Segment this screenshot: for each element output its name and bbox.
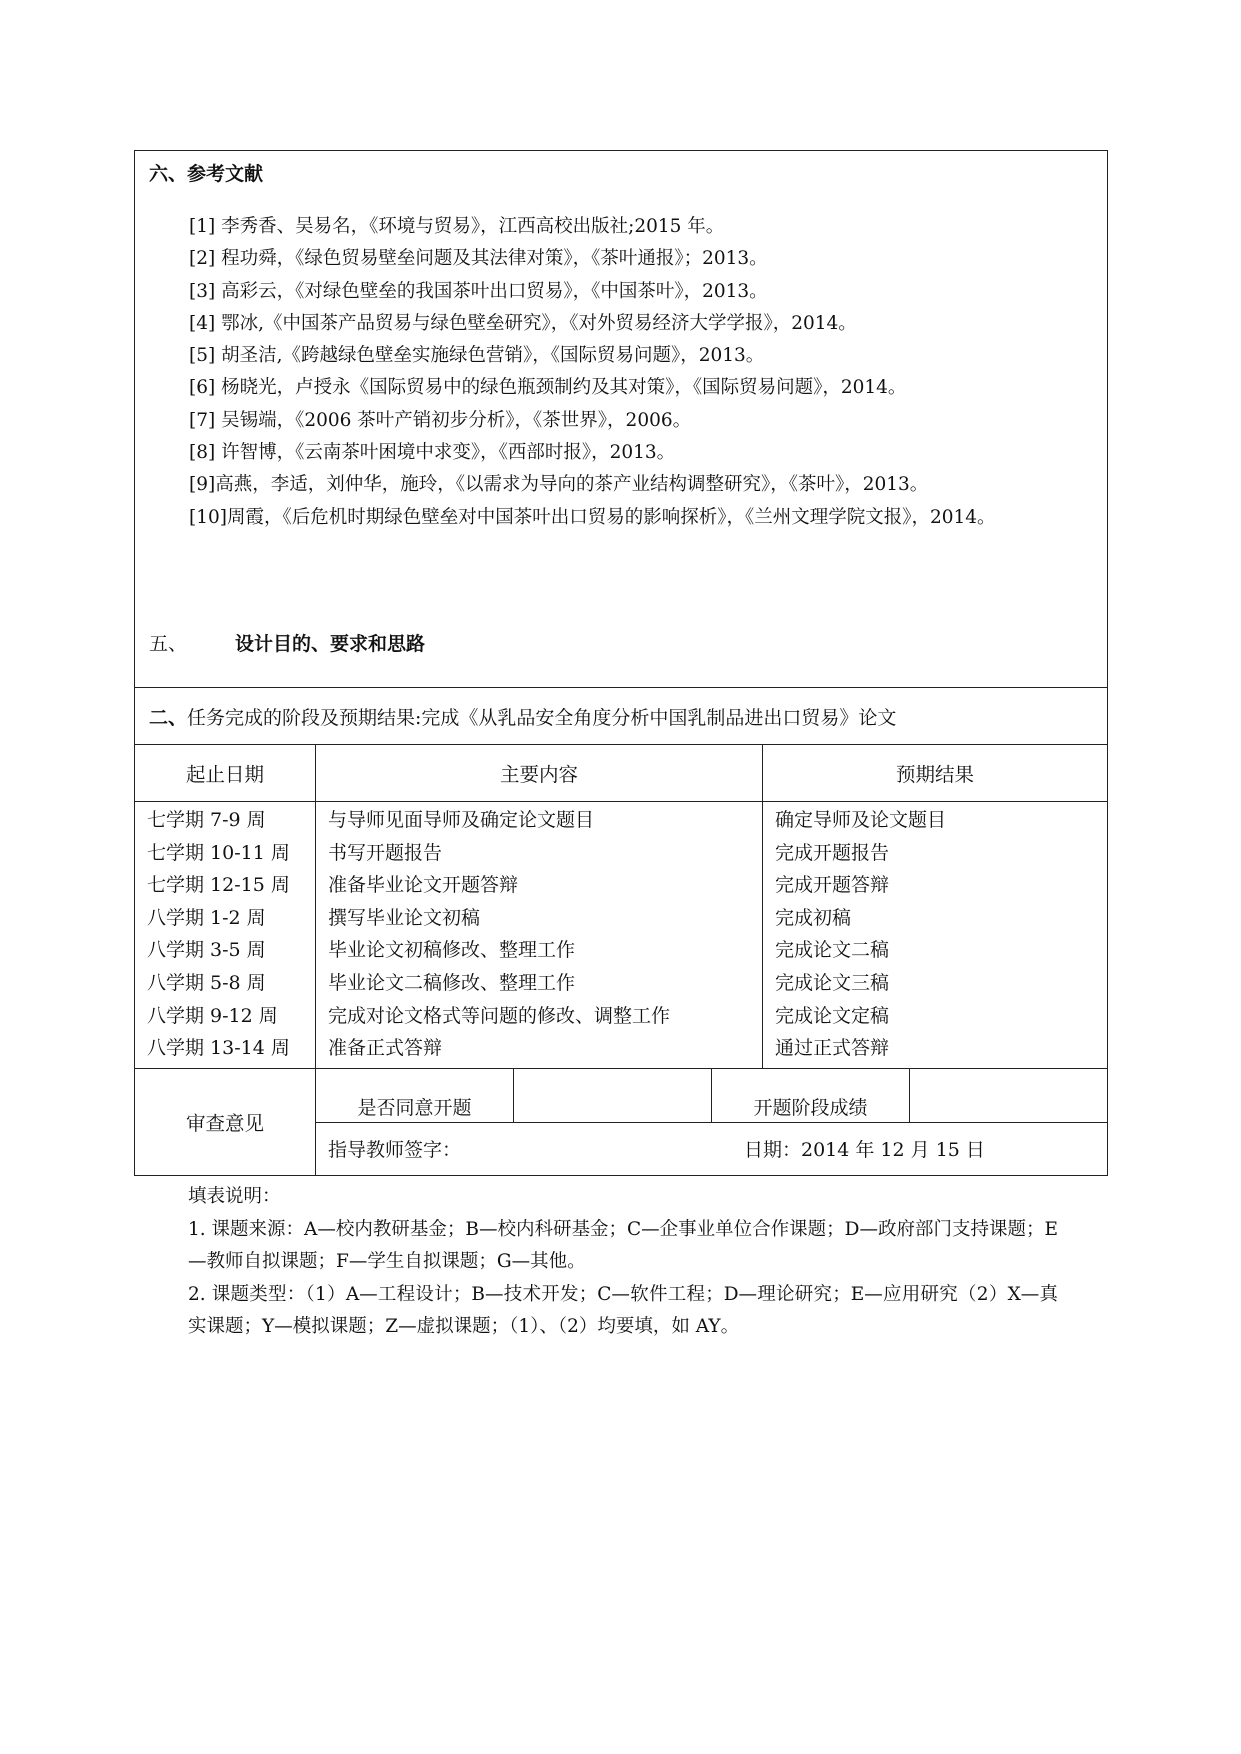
column-header: 起止日期 [135,745,315,802]
agree-field[interactable] [514,1069,712,1122]
references-heading: 六、参考文献 [149,163,264,185]
reference-item: [7] 吴锡端，《2006 茶叶产销初步分析》，《茶世界》，2006。 [189,409,692,431]
note-item-type: 2. 课题类型：（1）A—工程设计；B—技术开发；C—软件工程；D—理论研究；E—应用研究（2）X—真实课题；Y—模拟课题；Z—虚拟课题；（1）、（2）均要填，如 AY。 [188,1283,1058,1337]
agree-label: 是否同意开题 [316,1069,514,1122]
date-cell: 八学期 3-5 周 [147,939,266,962]
result-cell: 通过正式答辩 [775,1037,890,1060]
column-header: 主要内容 [316,745,762,802]
schedule-column-dates [135,745,316,1068]
task-stage-row [135,688,1107,745]
reference-item: [2] 程功舜，《绿色贸易壁垒问题及其法律对策》，《茶叶通报》；2013。 [189,248,768,270]
reference-item: [3] 高彩云，《对绿色壁垒的我国茶叶出口贸易》，《中国茶叶》，2013。 [189,280,768,302]
schedule-table [135,745,1107,1069]
result-cell: 完成论文定稿 [775,1004,890,1027]
reference-list [147,211,1095,534]
result-cell: 完成初稿 [775,906,852,929]
content-cell: 撰写毕业论文初稿 [328,906,481,929]
schedule-column-content [316,745,763,1068]
task-stage-text: 任务完成的阶段及预期结果:完成《从乳品安全角度分析中国乳制品进出口贸易》论文 [187,706,897,729]
content-cell: 准备正式答辩 [328,1037,443,1060]
review-date: 日期：2014 年 12 月 15 日 [744,1139,985,1162]
reference-item: [10]周霞，《后危机时期绿色壁垒对中国茶叶出口贸易的影响探析》，《兰州文理学院文报》，2014。 [189,506,996,528]
date-cell: 七学期 12-15 周 [147,874,290,897]
design-purpose-heading [149,629,425,656]
notes-title: 填表说明： [188,1186,281,1207]
reference-item: [6] 杨晓光，卢授永《国际贸易中的绿色瓶颈制约及其对策》，《国际贸易问题》，2014。 [189,377,907,399]
date-cell: 七学期 7-9 周 [147,809,266,831]
signature-row [316,1123,1107,1175]
grade-label: 开题阶段成绩 [712,1069,910,1122]
result-cell: 完成开题答辩 [775,874,890,897]
content-cell: 准备毕业论文开题答辩 [328,874,519,897]
reference-item: [8] 许智博，《云南茶叶困境中求变》，《西部时报》，2013。 [189,442,676,464]
result-cell: 确定导师及论文题目 [775,809,947,831]
column-header: 预期结果 [763,745,1107,802]
reference-item: [9]高燕，李适，刘仲华，施玲，《以需求为导向的茶产业结构调整研究》，《茶叶》，2013。 [189,474,929,496]
reference-item: [5] 胡圣洁,《跨越绿色壁垒实施绿色营销》，《国际贸易问题》，2013。 [189,345,765,367]
date-cell: 七学期 10-11 周 [147,841,290,864]
result-cell: 完成开题报告 [775,841,890,864]
result-cell: 完成论文二稿 [775,939,890,962]
reference-item: [1] 李秀香、吴易名，《环境与贸易》，江西高校出版社;2015 年。 [189,216,725,237]
review-section [135,1069,1107,1175]
date-cell: 八学期 5-8 周 [147,971,266,994]
result-cell: 完成论文三稿 [775,971,890,994]
note-item-source: 1. 课题来源：A—校内教研基金；B—校内科研基金；C—企事业单位合作课题；D—政府部门支持课题；E—教师自拟课题；F—学生自拟课题；G—其他。 [188,1218,1058,1272]
content-cell: 毕业论文初稿修改、整理工作 [328,939,576,962]
schedule-column-results [763,745,1107,1068]
reference-item: [4] 鄂冰,《中国茶产品贸易与绿色壁垒研究》，《对外贸易经济大学学报》，2014。 [189,312,857,334]
review-label: 审查意见 [135,1069,316,1175]
content-cell: 书写开题报告 [328,841,443,864]
date-cell: 八学期 1-2 周 [147,906,266,929]
grade-field[interactable] [910,1069,1107,1122]
signature-label: 指导教师签字： [328,1139,462,1162]
section-title: 设计目的、要求和思路 [235,633,426,655]
form-notes [188,1181,1058,1344]
content-cell: 与导师见面导师及确定论文题目 [328,809,595,831]
content-cell: 完成对论文格式等问题的修改、调整工作 [328,1004,671,1027]
form-table [134,150,1108,1176]
task-stage-number: 二、 [149,706,188,729]
content-cell: 毕业论文二稿修改、整理工作 [328,971,576,994]
references-section [135,151,1107,688]
section-number: 五、 [149,633,188,655]
date-cell: 八学期 13-14 周 [147,1037,290,1060]
date-cell: 八学期 9-12 周 [147,1004,278,1027]
